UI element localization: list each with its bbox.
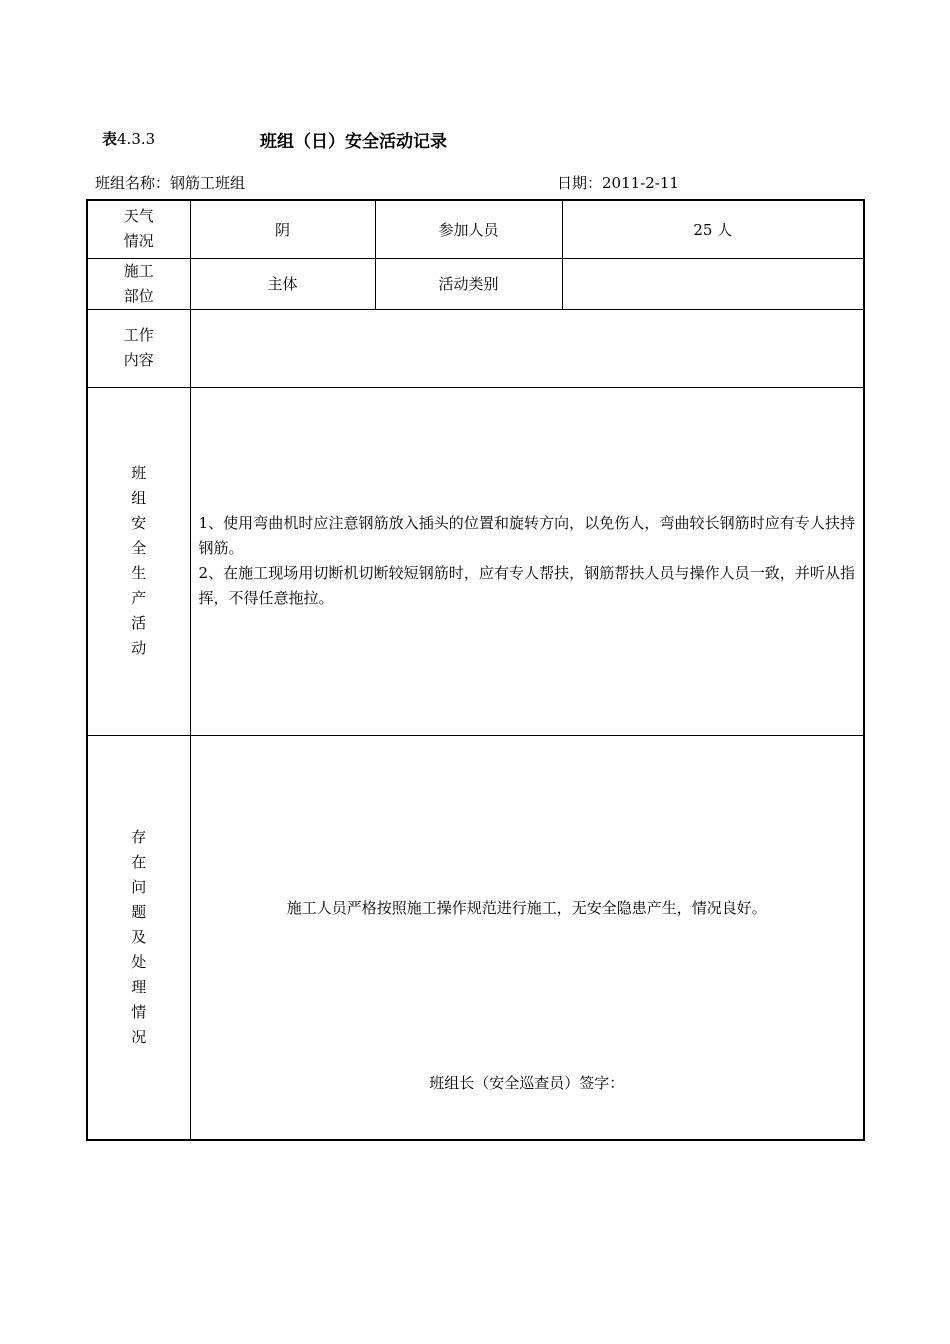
issues-content <box>190 735 864 1140</box>
work-label-line1: 工作 <box>123 326 154 344</box>
issues-label-char: 题 <box>131 902 147 921</box>
issues-label-char: 情 <box>131 1002 147 1021</box>
safety-label <box>87 387 190 735</box>
location-value: 主体 <box>190 258 375 309</box>
page-title: 班组（日）安全活动记录 <box>260 132 447 152</box>
issues-label-char: 况 <box>131 1027 147 1046</box>
activity-record-table <box>86 199 865 1141</box>
participants-label: 参加人员 <box>375 200 562 258</box>
work-label <box>87 309 190 387</box>
table-number-value: 4.3.3 <box>117 130 156 148</box>
weather-row <box>87 200 864 258</box>
issues-label-char: 及 <box>131 927 147 946</box>
issues-text: 施工人员严格按照施工操作规范进行施工，无安全隐患产生，情况良好。 <box>286 898 767 917</box>
issues-label <box>87 735 190 1140</box>
issues-label-char: 存 <box>131 827 147 846</box>
issues-label-char: 问 <box>131 877 147 896</box>
record-date: 日期：2011-2-11 <box>557 174 679 192</box>
location-label-line2: 部位 <box>123 286 154 305</box>
safety-label-char: 动 <box>131 639 147 657</box>
location-row <box>87 258 864 309</box>
weather-value: 阴 <box>190 200 375 258</box>
activity-type-value <box>562 258 864 309</box>
work-label-line2: 内容 <box>123 351 154 369</box>
safety-row <box>87 387 864 735</box>
weather-label-line2: 情况 <box>123 232 154 251</box>
work-value <box>190 309 864 387</box>
safety-label-char: 全 <box>131 539 147 557</box>
issues-label-char: 在 <box>131 852 147 871</box>
safety-label-char: 生 <box>131 564 147 582</box>
issues-box <box>191 736 864 1139</box>
location-label <box>87 258 190 309</box>
safety-content <box>190 387 864 735</box>
issues-row <box>87 735 864 1140</box>
safety-label-char: 安 <box>131 514 147 532</box>
table-number-label: 表 <box>102 130 118 148</box>
safety-item-1: 1、使用弯曲机时应注意钢筋放入插头的位置和旋转方向，以免伤人，弯曲较长钢筋时应有专人扶持钢筋。 <box>198 514 855 557</box>
activity-type-label: 活动类别 <box>375 258 562 309</box>
safety-item-2: 2、在施工现场用切断机切断较短钢筋时，应有专人帮扶，钢筋帮扶人员与操作人员一致，并听从指挥，不得任意拖拉。 <box>198 564 855 607</box>
table-number <box>102 128 155 149</box>
safety-label-char: 班 <box>131 464 147 482</box>
location-label-line1: 施工 <box>123 261 154 280</box>
issues-label-char: 理 <box>131 977 147 996</box>
team-name: 班组名称：钢筋工班组 <box>95 174 246 192</box>
signature-label: 班组长（安全巡查员）签字： <box>429 1073 625 1092</box>
weather-label-line1: 天气 <box>123 207 154 226</box>
work-row <box>87 309 864 387</box>
safety-label-char: 产 <box>131 589 147 607</box>
participants-value: 25 人 <box>562 200 864 258</box>
weather-label <box>87 200 190 258</box>
issues-label-char: 处 <box>131 952 147 971</box>
safety-label-char: 活 <box>131 614 147 632</box>
safety-label-char: 组 <box>131 489 147 507</box>
